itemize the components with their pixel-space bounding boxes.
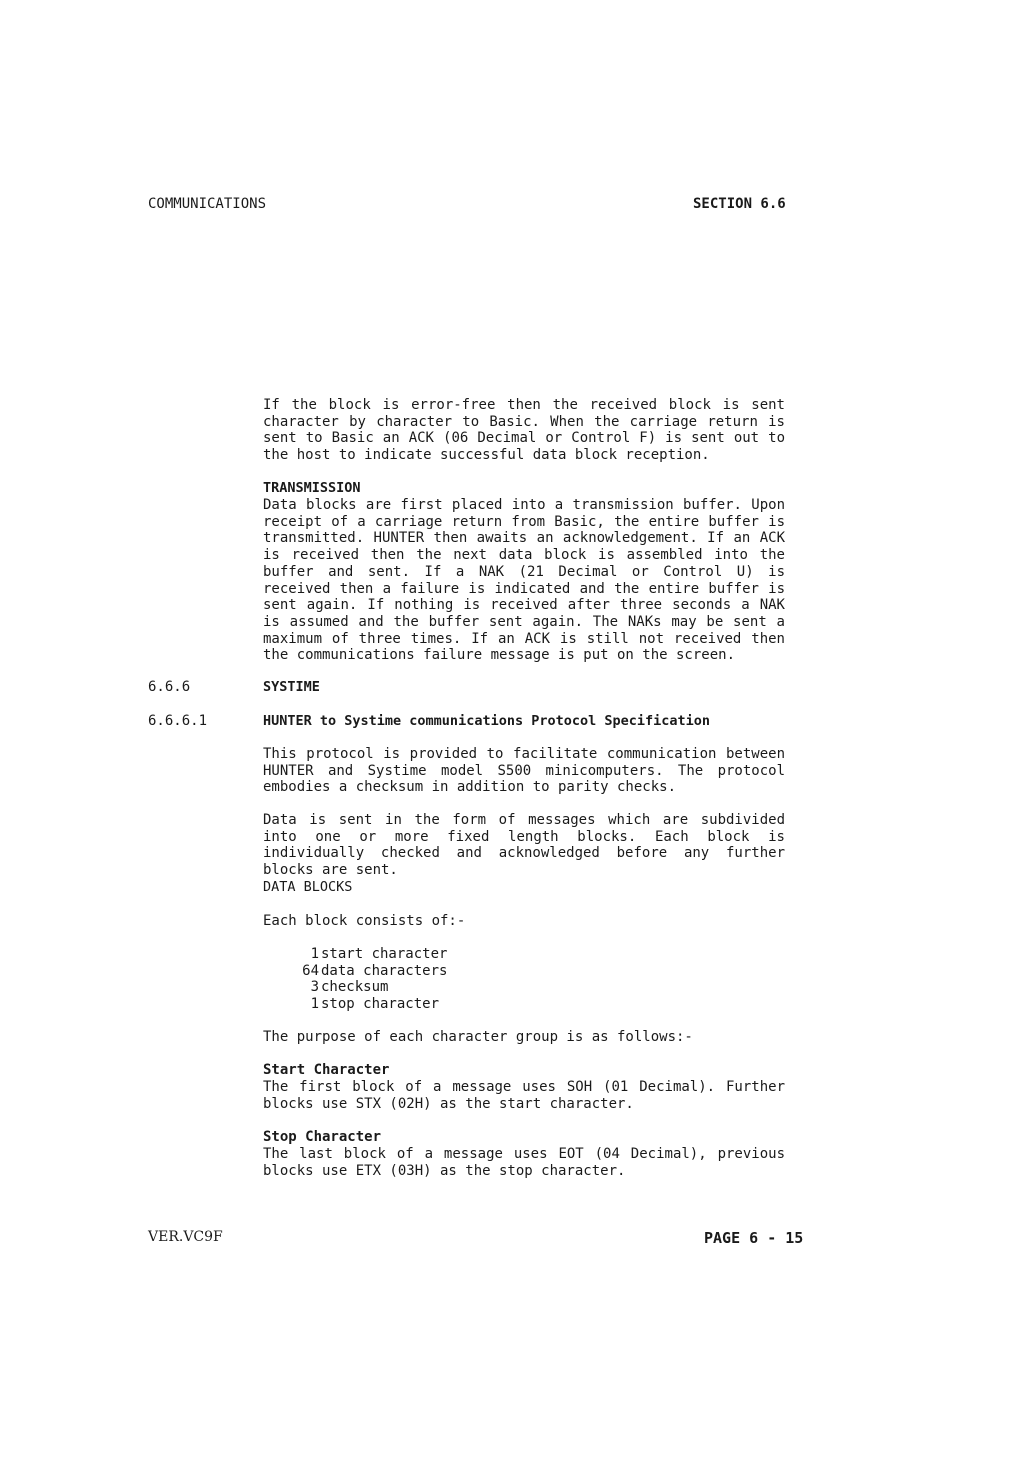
heading-start-character: Start Character bbox=[263, 1062, 390, 1078]
item-qty: 64 bbox=[302, 962, 319, 979]
item-label: data characters bbox=[321, 962, 448, 979]
text-purpose: The purpose of each character group is as follows:- bbox=[263, 1029, 693, 1045]
heading-stop-character: Stop Character bbox=[263, 1129, 382, 1145]
paragraph-transmission: Data blocks are first placed into a transmission buffer. Upon receipt of a carriage return from Basic, the entire buffer is transmitted. HUNTER then awaits an acknowledgement. If an ACK is received then the next data block is assembled into the buffer and sent. If a NAK (21 Decimal or Control U) is received then a failure is indicated and the entire buffer is sent again. If nothing is received after three seconds a NAK is assumed and the buffer sent again. The NAKs may be sent a maximum of three times. If an ACK is still not received then the communications failure message is put on the screen. bbox=[263, 497, 785, 664]
list-item bbox=[295, 996, 447, 1013]
section-number-protocol: 6.6.6.1 bbox=[148, 713, 208, 729]
heading-data-blocks: DATA BLOCKS bbox=[263, 879, 353, 895]
header-right: SECTION 6.6 bbox=[693, 196, 786, 212]
footer-page-number: PAGE 6 - 15 bbox=[704, 1229, 804, 1247]
heading-transmission: TRANSMISSION bbox=[263, 480, 361, 496]
paragraph-error-free: If the block is error-free then the received block is sent character by character to Basic. When the carriage return is sent to Basic an ACK (06 Decimal or Control F) is sent out to the host to indicate successful data block reception. bbox=[263, 397, 785, 464]
header-left: COMMUNICATIONS bbox=[148, 196, 267, 212]
paragraph-data-messages: Data is sent in the form of messages which are subdivided into one or more fixed length blocks. Each block is individually checked and acknowledged before any further blocks are sent. bbox=[263, 812, 785, 879]
item-label: start character bbox=[321, 946, 448, 962]
item-label: stop character bbox=[321, 996, 440, 1013]
section-title-protocol: HUNTER to Systime communications Protocol Specification bbox=[263, 713, 711, 729]
section-number-systime: 6.6.6 bbox=[148, 679, 191, 695]
list-item bbox=[295, 979, 447, 996]
text-consists-of: Each block consists of:- bbox=[263, 913, 466, 929]
section-title-systime: SYSTIME bbox=[263, 679, 320, 695]
item-qty: 1 bbox=[310, 996, 319, 1013]
paragraph-stop-character: The last block of a message uses EOT (04 Decimal), previous blocks use ETX (03H) as the stop character. bbox=[263, 1146, 785, 1179]
footer-version: VER.VC9F bbox=[148, 1229, 223, 1245]
paragraph-protocol: This protocol is provided to facilitate communication between HUNTER and Systime model S500 minicomputers. The protocol embodies a checksum in addition to parity checks. bbox=[263, 746, 785, 796]
paragraph-start-character: The first block of a message uses SOH (01 Decimal). Further blocks use STX (02H) as the start character. bbox=[263, 1079, 785, 1112]
item-qty: 1 bbox=[310, 946, 319, 962]
item-qty: 3 bbox=[310, 979, 319, 996]
block-items-list bbox=[295, 946, 447, 1013]
list-item bbox=[295, 963, 447, 980]
item-label: checksum bbox=[321, 979, 389, 996]
list-item bbox=[295, 946, 447, 963]
